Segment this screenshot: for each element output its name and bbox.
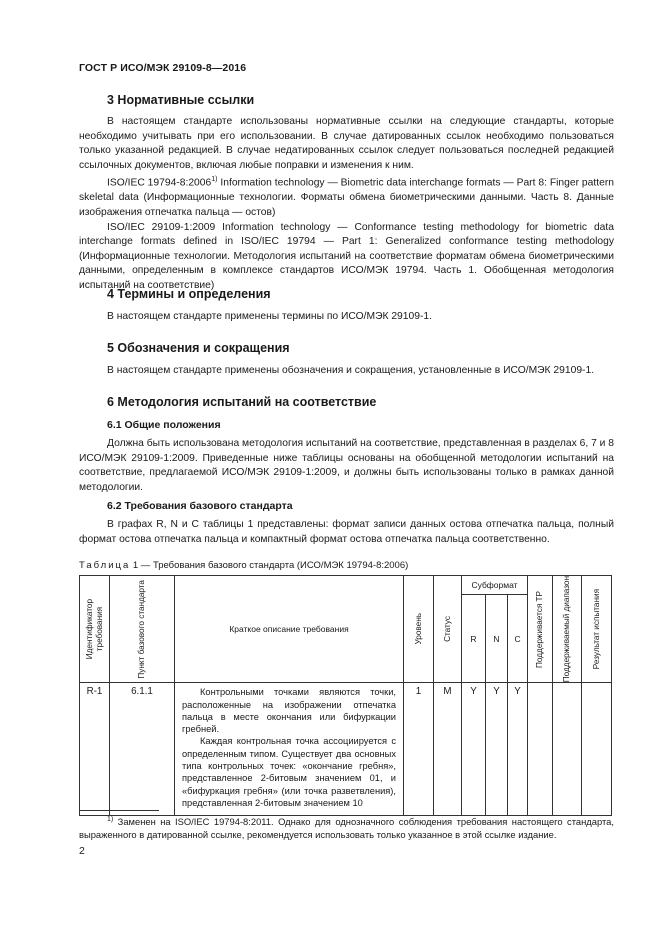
footnote-divider — [79, 810, 159, 811]
ref-1-title: Information technology — Biometric data interchange formats — Part 8: Finger pattern skeletal data (Информационные технологии. Форматы обмена биометрическими данными. Часть 8. Данные изображения отпечатка пальца — остов) — [79, 177, 614, 218]
section-5-paragraph: В настоящем стандарте применены обозначения и сокращения, установленные в ИСО/МЭК 29109-1. — [107, 365, 595, 376]
page-number: 2 — [79, 845, 85, 857]
table-caption-word: Таблица — [79, 560, 131, 571]
section-3-body — [79, 115, 614, 294]
section-3-paragraph-1: В настоящем стандарте использованы нормативные ссылки на следующие стандарты, которые необходимо учитывать при его использовании. В случае датированных ссылок необходимо пользоваться только указанной редакцией. В случае недатированных ссылок следует пользоваться последней редакцией ссылочных документов, включая любые поправки и изменения к ним. — [79, 116, 614, 171]
header-range: Поддерживаемый диапазон — [553, 576, 582, 683]
cell-description — [175, 683, 404, 816]
cell-level: 1 — [404, 683, 434, 816]
subsection-6-1-paragraph: Должна быть использована методология испытаний на соответствие, представленная в разделах 6, 7 и 8 ИСО/МЭК 29109-1:2009. Приведенные ниже таблицы основаны на обобщенной методологии испытаний на соответствие, предлагаемой ИСО/МЭК 29109-1:2009, и должны быть использованы только в рамках данной методологии. — [79, 438, 614, 493]
table-caption-text: 1 — Требования базового стандарта (ИСО/МЭК 19794-8:2006) — [130, 560, 409, 571]
description-paragraph-2: Каждая контрольная точка ассоциируется с определенным типом. Существует два основных типа контрольных точек: «окончание гребня», представленное 2-битовым значением 01, и «бифуркация гребня» (или точка разветвления), представленная 2-битовым значением 10 — [182, 736, 396, 808]
cell-range — [553, 683, 582, 816]
header-subformat-r: R — [462, 594, 486, 682]
header-supported: Поддерживается ТР — [528, 576, 553, 683]
header-subformat-c: C — [508, 594, 528, 682]
subsection-6-1-title: 6.1 Общие положения — [107, 419, 221, 431]
cell-status: M — [434, 683, 462, 816]
section-3-paragraph-2 — [79, 173, 614, 220]
cell-requirement-id: R-1 — [80, 683, 110, 816]
footnote — [79, 813, 614, 842]
section-4-title: 4 Термины и определения — [107, 287, 271, 301]
footnote-marker: 1) — [211, 176, 218, 184]
header-description: Краткое описание требования — [175, 576, 404, 683]
section-3-title: 3 Нормативные ссылки — [107, 93, 255, 107]
header-level: Уровень — [404, 576, 434, 683]
ref-1-code: ISO/IEC 19794-8:2006 — [107, 177, 212, 189]
cell-base-clause: 6.1.1 — [110, 683, 175, 816]
section-3-paragraph-3: ISO/IEC 29109-1:2009 Information technology — Conformance testing methodology for biometric data interchange formats defined in ISO/IEC 19794 — Part 1: Generalized conformance testing methodology (Информационные технологии. Методология испытаний на соответствие форматам обмена биометрическими данными, определенным в комплексе стандартов ИСО/МЭК 19794. Часть 1. Обобщенная методология испытаний на соответствие) — [79, 221, 614, 291]
cell-result — [582, 683, 612, 816]
table-caption — [79, 560, 408, 571]
requirements-table — [79, 575, 612, 816]
document-header: ГОСТ Р ИСО/МЭК 29109-8—2016 — [79, 62, 247, 74]
description-paragraph-1: Контрольными точками являются точки, расположенные на изображении отпечатка пальца в месте окончания или бифуркации гребней. — [182, 687, 396, 735]
footnote-number: 1) — [107, 816, 114, 823]
header-result: Результат испытания — [582, 576, 612, 683]
section-4-paragraph: В настоящем стандарте применены термины по ИСО/МЭК 29109-1. — [107, 311, 432, 322]
cell-supported — [528, 683, 553, 816]
cell-subformat-r: Y — [462, 683, 486, 816]
header-subformat-n: N — [486, 594, 508, 682]
header-subformat: Субформат — [462, 576, 528, 595]
footnote-text: Заменен на ISO/IEC 19794-8:2011. Однако для однозначного соблюдения требования настоящего стандарта, выраженного в датированной ссылке, рекомендуется использовать только указанное в этой ссылке издание. — [79, 816, 614, 841]
table-row — [80, 683, 612, 816]
subsection-6-2-title: 6.2 Требования базового стандарта — [107, 500, 293, 512]
header-status: Статус — [434, 576, 462, 683]
header-base-clause: Пункт базового стандарта — [110, 576, 175, 683]
cell-subformat-n: Y — [486, 683, 508, 816]
subsection-6-2-paragraph: В графах R, N и C таблицы 1 представлены: формат записи данных остова отпечатка пальца, полный формат остова отпечатка пальца и компактный формат остова отпечатка пальца соответственно. — [79, 519, 614, 545]
cell-subformat-c: Y — [508, 683, 528, 816]
section-5-title: 5 Обозначения и сокращения — [107, 341, 290, 355]
section-6-title: 6 Методология испытаний на соответствие — [107, 395, 377, 409]
header-requirement-id: Идентификатор требования — [80, 576, 110, 683]
